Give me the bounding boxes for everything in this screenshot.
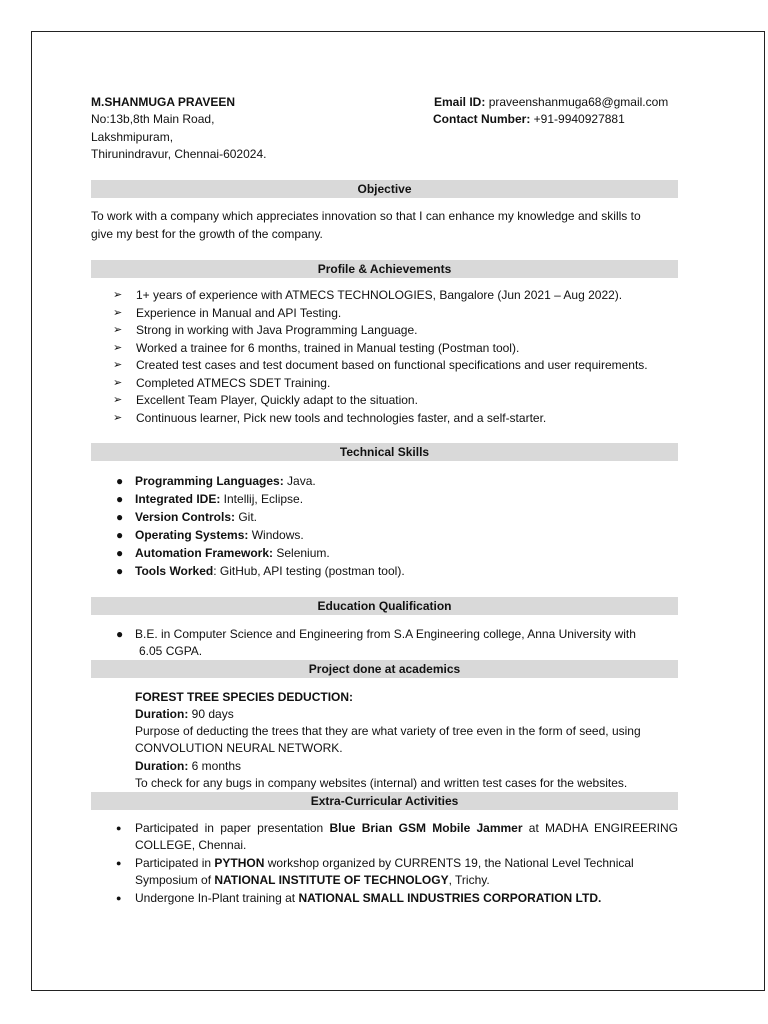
bullet-icon: ● [116,858,122,868]
project-heading: Project done at academics [91,660,678,678]
list-item: ● Operating Systems: Windows. [116,528,304,542]
list-item: ➢ Completed ATMECS SDET Training. [113,375,648,393]
extra-item-2-line-2: Symposium of NATIONAL INSTITUTE OF TECHNOLOGY, Trichy. [135,873,490,887]
list-item: ➢ Excellent Team Player, Quickly adapt to the situation. [113,392,648,410]
education-line-2: 6.05 CGPA. [139,644,203,658]
project-purpose-line-2: CONVOLUTION NEURAL NETWORK. [135,741,343,755]
objective-line-2: give my best for the growth of the company. [91,227,323,241]
list-item: ➢ Created test cases and test document based on functional specifications and user requirements. [113,357,648,375]
list-item: ● Programming Languages: Java. [116,474,316,488]
contact-line [433,111,625,128]
list-item: ● Integrated IDE: Intellij, Eclipse. [116,492,304,506]
arrow-head-bullet-icon: ➢ [113,306,123,319]
bullet-icon: ● [116,546,124,560]
list-item: ● Tools Worked: GitHub, API testing (postman tool). [116,564,405,578]
list-item: ● Version Controls: Git. [116,510,258,524]
bullet-icon: ● [116,564,124,578]
project-name: FOREST TREE SPECIES DEDUCTION: [135,690,354,704]
list-item: ➢ Worked a trainee for 6 months, trained in Manual testing (Postman tool). [113,340,648,358]
education-heading: Education Qualification [91,597,678,615]
profile-heading: Profile & Achievements [91,260,678,278]
project-description-2: To check for any bugs in company websites (internal) and written test cases for the websites. [135,776,628,790]
list-item: ➢ Continuous learner, Pick new tools and technologies faster, and a self-starter. [113,410,648,428]
project-duration-2: Duration: 6 months [135,759,242,773]
bullet-icon: ● [116,492,124,506]
address-line-2: Lakshmipuram, [91,130,174,144]
arrow-head-bullet-icon: ➢ [113,289,123,301]
contact-label: Contact Number: [433,112,531,126]
profile-list [113,287,648,427]
arrow-head-bullet-icon: ➢ [113,394,123,406]
extra-item-1-line-2: COLLEGE, Chennai. [135,838,247,852]
address-line-3: Thirunindravur, Chennai-602024. [91,147,267,161]
extra-heading: Extra-Curricular Activities [91,792,678,810]
candidate-name: M.SHANMUGA PRAVEEN [91,95,236,109]
arrow-head-bullet-icon: ➢ [113,324,123,336]
bullet-icon: ● [116,510,124,524]
list-item: ➢ 1+ years of experience with ATMECS TECHNOLOGIES, Bangalore (Jun 2021 – Aug 2022). [113,287,648,305]
email-value: praveenshanmuga68@gmail.com [485,95,669,109]
skills-heading: Technical Skills [91,443,678,461]
arrow-head-bullet-icon: ➢ [113,376,123,389]
bullet-icon: ● [116,627,124,641]
arrow-head-bullet-icon: ➢ [113,359,123,371]
project-purpose-line-1: Purpose of deducting the trees that they are what variety of tree even in the form of seed, using [135,724,641,738]
email-line [434,94,668,111]
objective-line-1: To work with a company which appreciates innovation so that I can enhance my knowledge and skills to [91,209,641,223]
objective-heading: Objective [91,180,678,198]
extra-item-3: Undergone In-Plant training at NATIONAL SMALL INDUSTRIES CORPORATION LTD. [135,891,602,905]
extra-item-1-line-1: Participated in paper presentation Blue Brian GSM Mobile Jammer at MADHA ENGIREERING [135,821,678,835]
bullet-icon: ● [116,823,122,833]
extra-item-2-line-1: Participated in PYTHON workshop organized by CURRENTS 19, the National Level Technical [135,856,634,870]
project-duration-1: Duration: 90 days [135,707,234,721]
email-label: Email ID: [434,95,486,109]
education-line-1: B.E. in Computer Science and Engineering from S.A Engineering college, Anna University with [135,627,636,641]
list-item: ● Automation Framework: Selenium. [116,546,330,560]
arrow-head-bullet-icon: ➢ [113,341,123,354]
skills-list [116,472,405,580]
list-item: ➢ Experience in Manual and API Testing. [113,305,648,323]
bullet-icon: ● [116,893,122,903]
list-item: ➢ Strong in working with Java Programming Language. [113,322,648,340]
address-line-1: No:13b,8th Main Road, [91,112,215,126]
bullet-icon: ● [116,474,124,488]
bullet-icon: ● [116,528,124,542]
arrow-head-bullet-icon: ➢ [113,411,123,424]
contact-value: +91-9940927881 [530,112,625,126]
